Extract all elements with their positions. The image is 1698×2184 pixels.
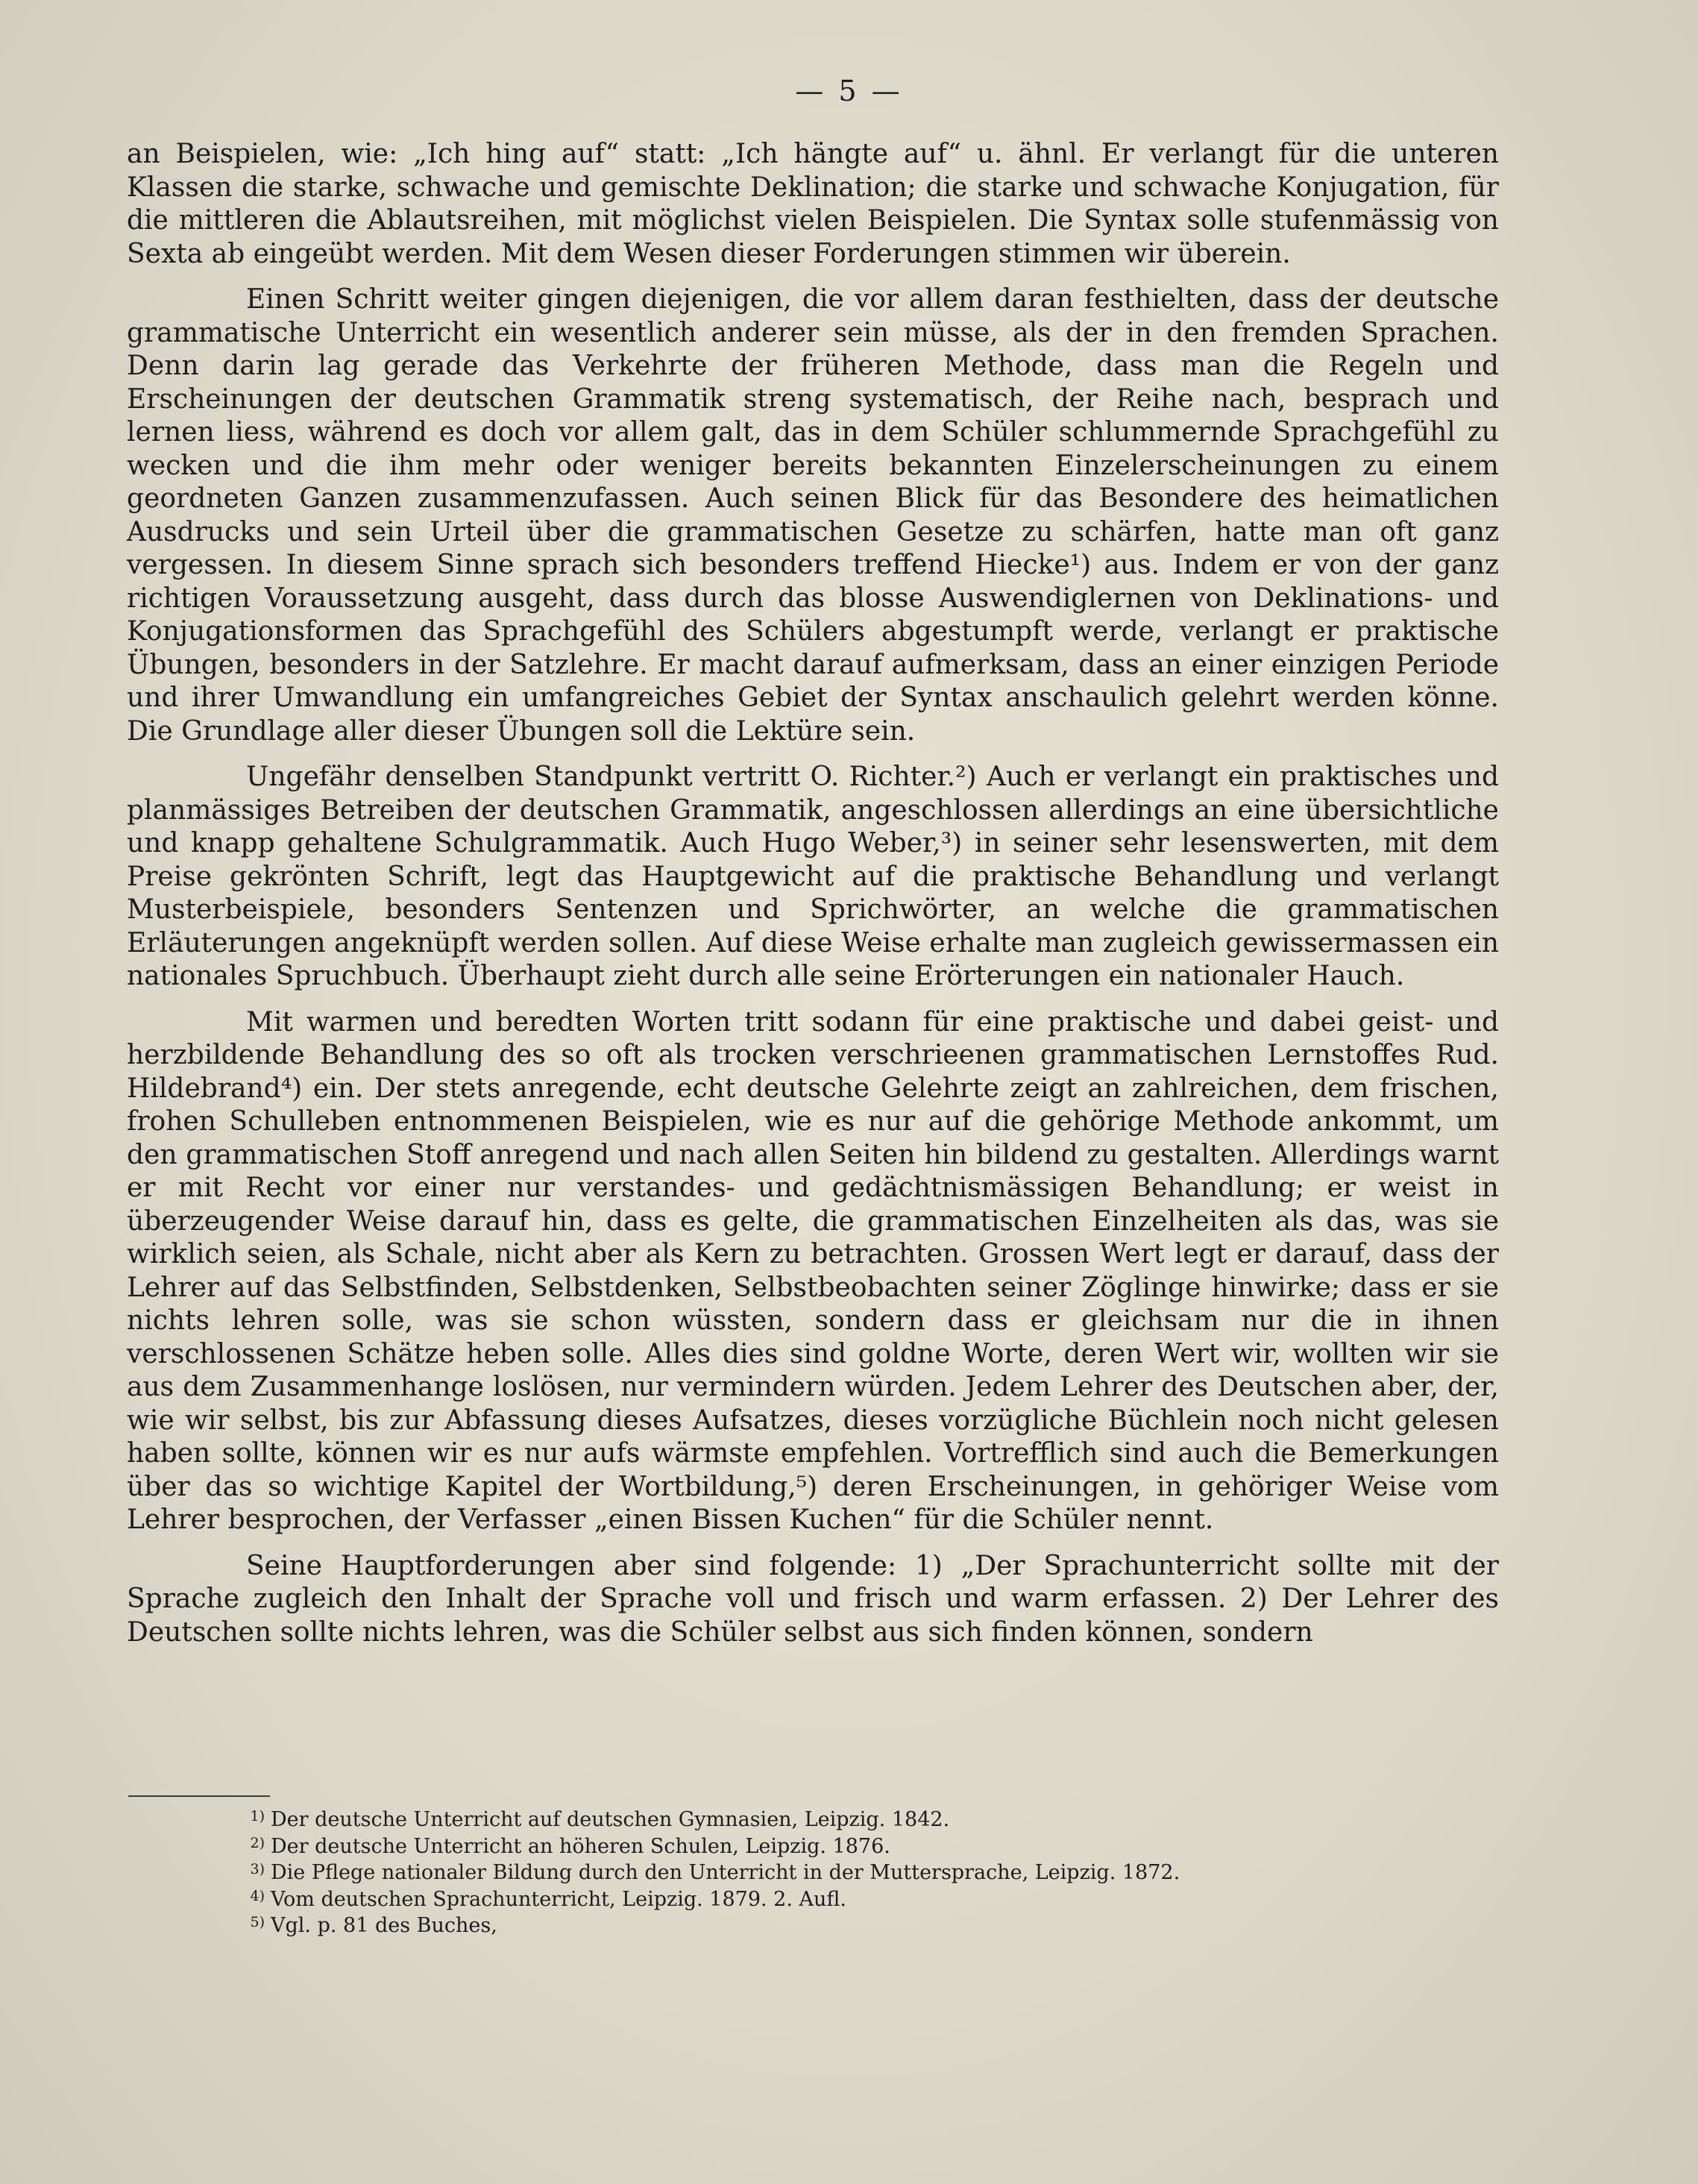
footnote xyxy=(242,1805,1473,1832)
footnote-divider xyxy=(128,1795,270,1797)
footnote xyxy=(242,1885,1473,1912)
paragraph: Mit warmen und beredten Worten tritt sodann für eine praktische und dabei geist- und herzbildende Behandlung des so oft als trocken verschrieenen grammatischen Lernstoffes Rud. Hildebrand⁴) ein. Der stets anregende, echt deutsche Gelehrte zeigt an zahlreichen, dem frischen, frohen Schulleben entnommenen Beispielen, wie es nur auf die gehörige Methode ankommt, um den grammatischen Stoff anregend und nach allen Seiten hin bildend zu gestalten. Allerdings warnt er mit Recht vor einer nur verstandes- und gedächtnismässigen Behandlung; er weist in überzeugender Weise darauf hin, dass es gelte, die grammatischen Einzelheiten als das, was sie wirklich seien, als Schale, nicht aber als Kern zu betrachten. Grossen Wert legt er darauf, dass der Lehrer auf das Selbstfinden, Selbstdenken, Selbstbeobachten seiner Zöglinge hinwirke; dass er sie nichts lehren solle, was sie schon wüssten, sondern dass er gleichsam nur die in ihnen verschlossenen Schätze heben solle. Alles dies sind goldne Worte, deren Wert wir, wollten wir sie aus dem Zusammenhange loslösen, nur vermindern würden. Jedem Lehrer des Deutschen aber, der, wie wir selbst, bis zur Abfassung dieses Aufsatzes, dieses vorzügliche Büchlein noch nicht gelesen haben sollte, können wir es nur aufs wärmste empfehlen. Vortrefflich sind auch die Bemerkungen über das so wichtige Kapitel der Wortbildung,⁵) deren Erscheinungen, in gehöriger Weise vom Lehrer besprochen, der Verfasser „einen Bissen Kuchen“ für die Schüler nennt. xyxy=(127,1006,1499,1535)
footnote-mark: 5) xyxy=(250,1914,265,1930)
footnote xyxy=(242,1858,1473,1885)
footnote-text: Vgl. p. 81 des Buches, xyxy=(271,1914,497,1937)
paragraph: Seine Hauptforderungen aber sind folgende: 1) „Der Sprachunterricht sollte mit der Sprache zugleich den Inhalt der Sprache voll und frisch und warm erfassen. 2) Der Lehrer des Deutschen sollte nichts lehren, was die Schüler selbst aus sich finden können, sondern xyxy=(127,1550,1499,1648)
body-text xyxy=(127,138,1499,1662)
page-number: — 5 — xyxy=(795,75,903,107)
footnote-mark: 1) xyxy=(250,1808,265,1824)
paragraph: Ungefähr denselben Standpunkt vertritt O. Richter.²) Auch er verlangt ein praktisches und planmässiges Betreiben der deutschen Grammatik, angeschlossen allerdings an eine übersichtliche und knapp gehaltene Schulgrammatik. Auch Hugo Weber,³) in seiner sehr lesenswerten, mit dem Preise gekrönten Schrift, legt das Hauptgewicht auf die praktische Behandlung und verlangt Musterbeispiele, besonders Sentenzen und Sprichwörter, an welche die grammatischen Erläuterungen angeknüpft werden sollen. Auf diese Weise erhalte man zugleich gewissermassen ein nationales Spruchbuch. Überhaupt zieht durch alle seine Erörterungen ein nationaler Hauch. xyxy=(127,762,1499,991)
footnote-text: Die Pflege nationaler Bildung durch den Unterricht in der Muttersprache, Leipzig. 1872. xyxy=(271,1861,1180,1884)
footnote-mark: 4) xyxy=(250,1887,265,1904)
footnote xyxy=(242,1911,1473,1938)
footnote-text: Vom deutschen Sprachunterricht, Leipzig. 1879. 2. Aufl. xyxy=(271,1887,846,1911)
footnote-mark: 2) xyxy=(250,1834,265,1851)
footnote-text: Der deutsche Unterricht an höheren Schulen, Leipzig. 1876. xyxy=(271,1834,890,1858)
footnote xyxy=(242,1832,1473,1859)
footnote-mark: 3) xyxy=(250,1861,265,1877)
footnotes xyxy=(242,1805,1473,1938)
paragraph: an Beispielen, wie: „Ich hing auf“ statt: „Ich hängte auf“ u. ähnl. Er verlangt für die unteren Klassen die starke, schwache und gemischte Deklination; die starke und schwache Konjugation, für die mittleren die Ablautsreihen, mit möglichst vielen Beispielen. Die Syntax solle stufenmässig von Sexta ab eingeübt werden. Mit dem Wesen dieser Forderungen stimmen wir überein. xyxy=(127,139,1499,269)
paragraph: Einen Schritt weiter gingen diejenigen, die vor allem daran festhielten, dass der deutsche grammatische Unterricht ein wesentlich anderer sein müsse, als der in den fremden Sprachen. Denn darin lag gerade das Verkehrte der früheren Methode, dass man die Regeln und Erscheinungen der deutschen Grammatik streng systematisch, der Reihe nach, besprach und lernen liess, während es doch vor allem galt, das in dem Schüler schlummernde Sprachgefühl zu wecken und die ihm mehr oder weniger bereits bekannten Einzelerscheinungen zu einem geordneten Ganzen zusammenzufassen. Auch seinen Blick für das Besondere des heimatlichen Ausdrucks und sein Urteil über die grammatischen Gesetze zu schärfen, hatte man oft ganz vergessen. In diesem Sinne sprach sich besonders treffend Hiecke¹) aus. Indem er von der ganz richtigen Voraussetzung ausgeht, dass durch das blosse Auswendiglernen von Deklinations- und Konjugationsformen das Sprachgefühl des Schülers abgestumpft werde, verlangt er praktische Übungen, besonders in der Satzlehre. Er macht darauf aufmerksam, dass an einer einzigen Periode und ihrer Umwandlung ein umfangreiches Gebiet der Syntax anschaulich gelehrt werden könne. Die Grundlage aller dieser Übungen soll die Lektüre sein. xyxy=(127,284,1499,747)
footnote-text: Der deutsche Unterricht auf deutschen Gymnasien, Leipzig. 1842. xyxy=(271,1808,950,1831)
